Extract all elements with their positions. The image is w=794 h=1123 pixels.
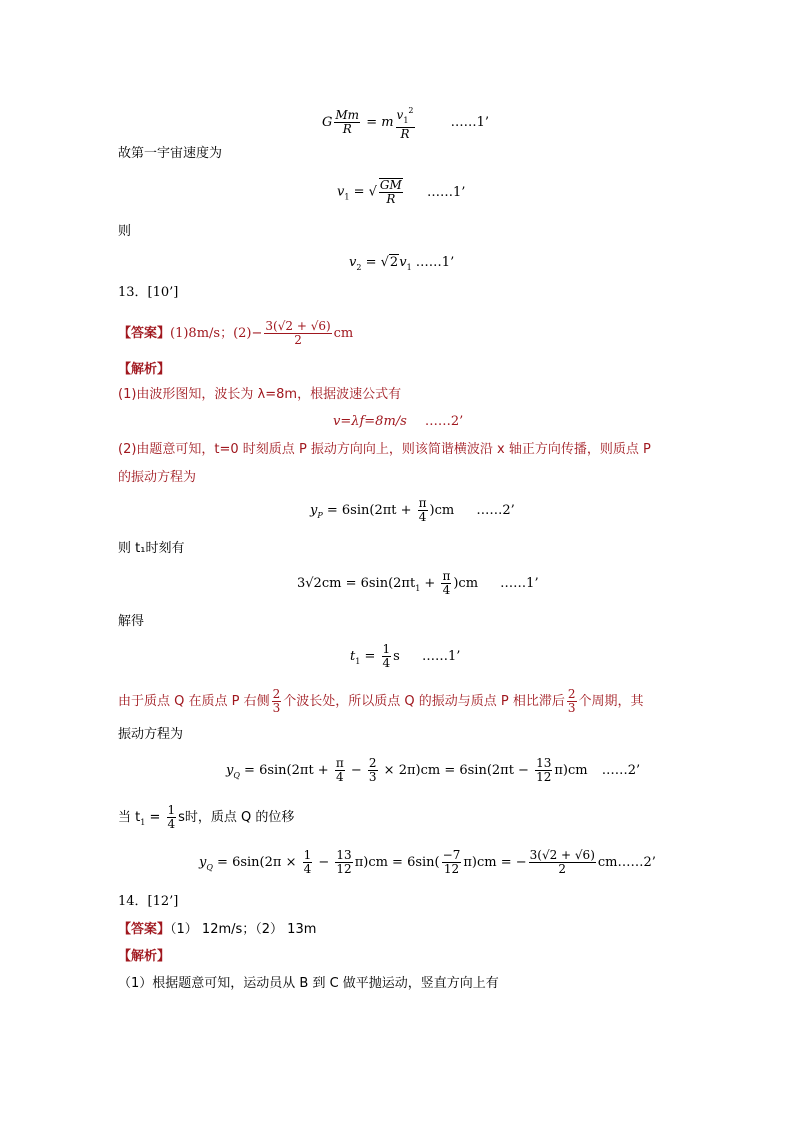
score-mark: ……1’ <box>421 649 461 664</box>
q14-paragraph-1: （1）根据题意可知，运动员从 B 到 C 做平抛运动，竖直方向上有 <box>118 976 499 991</box>
q13-eq-v: v=λf=8m/s ……2’ <box>333 414 464 429</box>
q13-jiede: 解得 <box>118 614 145 629</box>
q13-paragraph-4b: 振动方程为 <box>118 727 184 742</box>
score-mark: ……1’ <box>500 576 539 591</box>
q13-eq-yp: $y_P = 6\sin(2\pi t$ + $\frac{\pi}{4}$ )cm ……2’ <box>310 496 515 524</box>
q13-paragraph-3: 则 t₁时刻有 <box>118 541 185 556</box>
q13-answer: 【答案】(1)8m/s；(2)− $\frac{3(√2 + √6)}{2}$ cm <box>118 319 354 347</box>
score-mark: ……2’ <box>601 763 641 778</box>
score-mark: ……2’ <box>617 855 656 870</box>
q13-paragraph-5: 当 $t_1$ = $\frac{1}{4}$ s时，质点 Q 的位移 <box>118 803 295 831</box>
score-mark: ……2’ <box>424 414 464 429</box>
q14-header: 14．[12’] <box>118 894 179 909</box>
q13-paragraph-1: (1)由波形图知，波长为 λ=8m，根据波速公式有 <box>118 387 402 402</box>
eq-v2: $v_2 = √2v_1$ ……1’ <box>349 255 455 272</box>
q13-analysis-label: 【解析】 <box>118 362 171 377</box>
score-mark: ……2’ <box>476 503 515 518</box>
q14-analysis-label: 【解析】 <box>118 949 171 964</box>
q13-header: 13．[10’] <box>118 285 179 300</box>
q13-eq-yq: $y_Q = 6\sin(2\pi t$ + $\frac{\pi}{4}$ − $\frac{2}{3}$ × 2π)cm = 6sin(2πt − $\frac{13}{12}$ π)cm ……2’ <box>226 756 641 784</box>
score-mark: ……1’ <box>450 115 490 130</box>
q13-eq-t1: $3√2cm = 6\sin(2\pi t_1$ + $\frac{\pi}{4}$ )cm ……1’ <box>297 569 539 597</box>
q13-eq-t1-value: $t_1$ = $\frac{1}{4}$ s ……1’ <box>350 642 461 670</box>
q13-paragraph-2b: 的振动方程为 <box>118 470 197 485</box>
q13-paragraph-2a: (2)由题意可知，t=0 时刻质点 P 振动方向向上，则该简谐横波沿 x 轴正方向传播，则质点 P <box>118 442 651 457</box>
q14-answer: 【答案】（1） 12m/s；（2） 13m <box>118 922 317 937</box>
eq-gravitation: G $\frac{Mm}{R}$ = m $\frac{v_1^2}{R}$ ……1’ <box>322 106 490 141</box>
q13-eq-yq-2: $y_Q = 6\sin(2\pi$ × $\frac{1}{4}$ − $\frac{13}{12}$ π)cm = 6sin( $\frac{-7}{12}$ π)cm = − $\frac{3(√2 + √6)}{2}$ cm……2’ <box>199 848 656 876</box>
score-mark: ……1’ <box>415 255 455 270</box>
text-first-cosmic: 故第一宇宙速度为 <box>118 146 223 161</box>
eq-v1: $v_1$ = √ $\frac{GM}{R}$ ……1’ <box>337 178 466 206</box>
score-mark: ……1’ <box>426 184 466 200</box>
text-ze: 则 <box>118 224 132 239</box>
q13-paragraph-4: 由于质点 Q 在质点 P 右侧 $\frac{2}{3}$ 个波长处，所以质点 Q 的振动与质点 P 相比滞后 $\frac{2}{3}$ 个周期，其 <box>118 687 644 715</box>
